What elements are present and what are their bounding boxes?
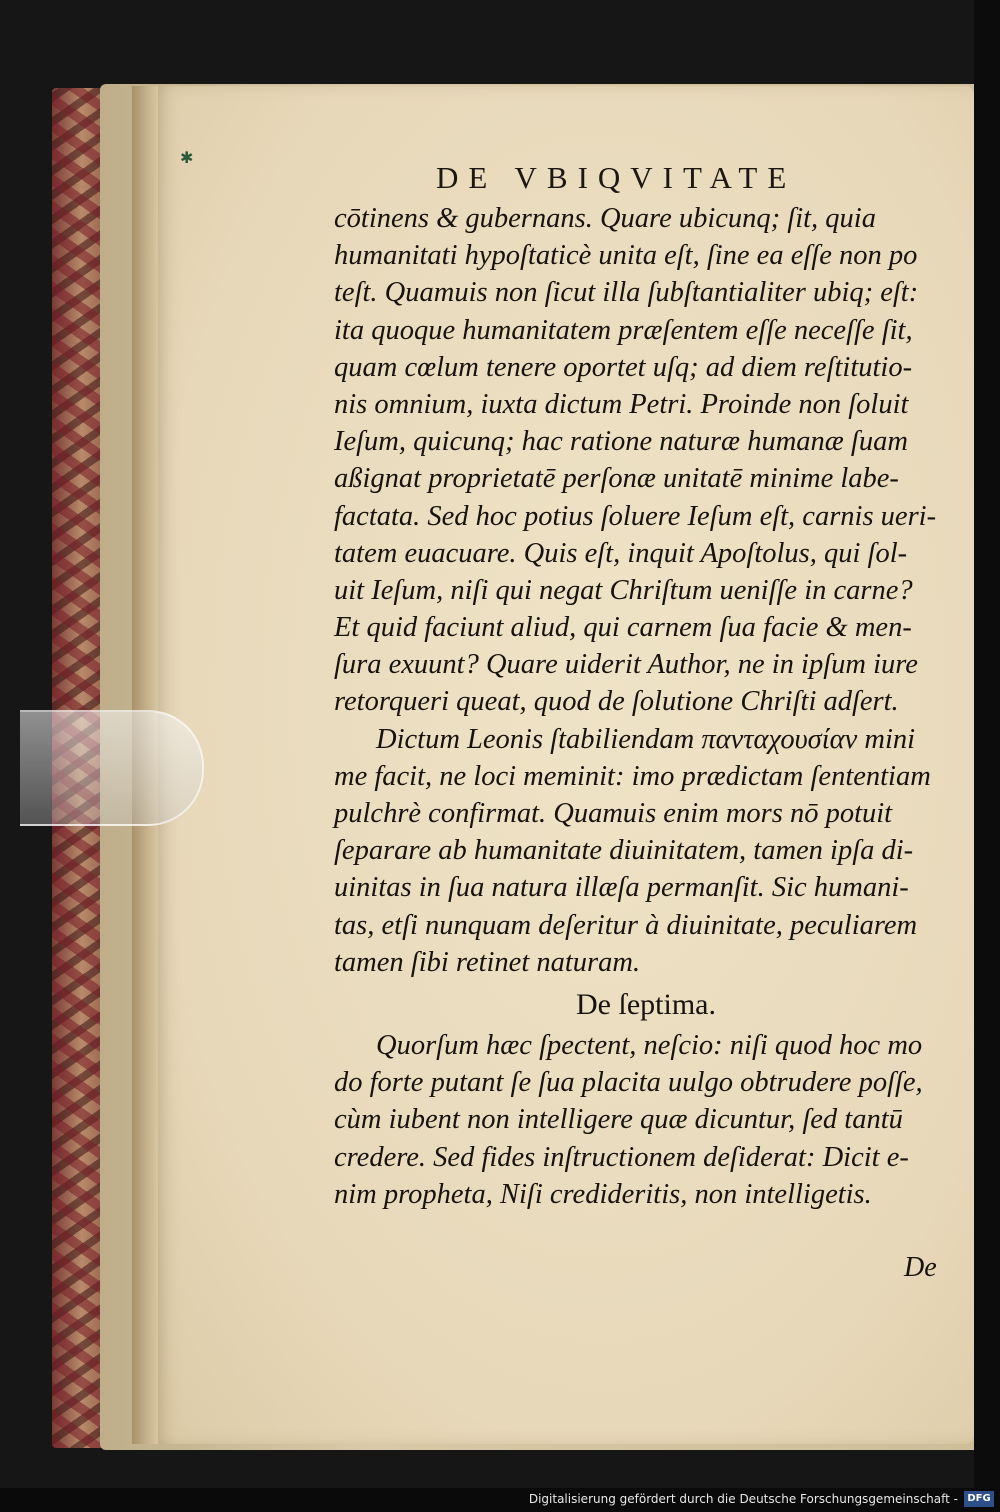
text-line: humanitati hypoſtaticè unita eſt, ſine ea eſſe non po (334, 240, 918, 272)
text-line: cōtinens & gubernans. Quare ubicunq; ſit, quia (334, 203, 876, 234)
footer-bar (0, 1488, 1000, 1512)
section-title: De ſeptima. (576, 987, 716, 1021)
text-line: ſeparare ab humanitate diuinitatem, tamen ipſa di- (334, 835, 914, 867)
right-shadow (974, 0, 1000, 1512)
funding-notice: Digitalisierung gefördert durch die Deutsche Forschungsgemeinschaft - (528, 1492, 958, 1506)
page-body (334, 200, 958, 1213)
paragraph-3 (334, 1027, 958, 1213)
text-line: tatem euacuare. Quis eſt, inquit Apoſtolus, qui ſol- (334, 537, 908, 569)
text-line: do forte putant ſe ſua placita uulgo obtrudere poſſe, (334, 1067, 923, 1099)
text-line: Dictum Leonis ſtabiliendam πανταχουσίαν mini (376, 723, 916, 755)
dfg-logo: DFG (964, 1491, 994, 1507)
text-line: quam cœlum tenere oportet uſq; ad diem reſtitutio- (334, 351, 913, 383)
text-line: uit Ieſum, niſi qui negat Chriſtum ueniſſe in carne? (334, 574, 913, 606)
text-line: me facit, ne loci meminit: imo prædictam ſententiam (334, 760, 931, 792)
text-line: Et quid faciunt aliud, qui carnem ſua facie & men- (334, 612, 912, 644)
text-line: nis omnium, iuxta dictum Petri. Proinde non ſoluit (334, 388, 909, 420)
text-line: uinitas in ſua natura illæſa permanſit. Sic humani- (334, 872, 909, 904)
text-line: teſt. Quamuis non ſicut illa ſubſtantialiter ubiq; eſt: (334, 277, 919, 309)
text-line: Quorſum hæc ſpectent, neſcio: niſi quod hoc mo (376, 1029, 923, 1061)
text-line: nim propheta, Niſi credideritis, non intelligetis. (334, 1178, 872, 1210)
text-line: tas, etſi nunquam deſeritur à diuinitate, peculiarem (334, 909, 918, 941)
text-line: Ieſum, quicunq; hac ratione naturæ humanæ ſuam (334, 426, 908, 458)
paragraph-2 (334, 721, 958, 981)
running-header: DE VBIQVITATE (436, 160, 797, 195)
text-line: aßignat proprietatē perſonæ unitatē minime labe- (334, 463, 899, 495)
text-line: retorqueri queat, quod de ſolutione Chriſti adſert. (334, 686, 899, 718)
ink-mark-icon: ✱ (180, 148, 194, 167)
text-line: credere. Sed fides inſtructionem deſiderat: Dicit e- (334, 1141, 909, 1173)
text-line: ſura exuunt? Quare uiderit Author, ne in ipſum iure (334, 649, 918, 681)
paragraph-1 (334, 200, 958, 721)
text-line: ita quoque humanitatem præſentem eſſe neceſſe ſit, (334, 314, 913, 346)
page-clip (20, 710, 204, 826)
catchword: De (904, 1252, 937, 1283)
text-line: factata. Sed hoc potius ſoluere Ieſum eſt, carnis ueri- (334, 500, 937, 532)
text-line: cùm iubent non intelligere quæ dicuntur, ſed tantū (334, 1104, 903, 1136)
text-line: pulchrè confirmat. Quamuis enim mors nō potuit (334, 798, 893, 829)
text-line: tamen ſibi retinet naturam. (334, 946, 641, 978)
